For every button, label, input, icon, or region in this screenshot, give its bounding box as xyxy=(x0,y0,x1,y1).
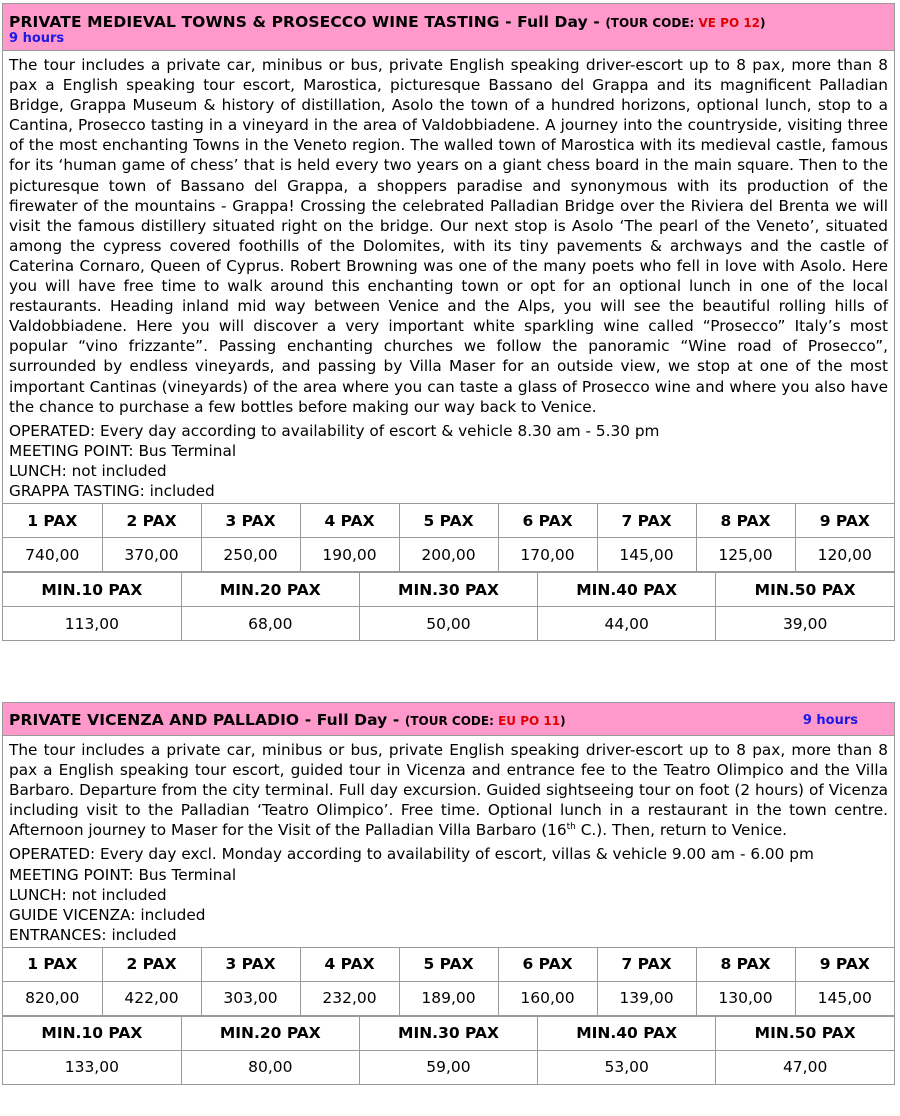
pax-header: 3 PAX xyxy=(201,947,300,981)
description-part: C.). Then, return to Venice. xyxy=(575,821,788,840)
min-pax-header: MIN.40 PAX xyxy=(538,1016,716,1050)
pax-header: 7 PAX xyxy=(597,947,696,981)
pax-price: 189,00 xyxy=(399,981,498,1015)
pax-price: 190,00 xyxy=(300,538,399,572)
tour-duration: 9 hours xyxy=(9,31,65,46)
pax-header: 1 PAX xyxy=(3,504,102,538)
min-pax-price-row xyxy=(3,607,894,641)
pax-header: 5 PAX xyxy=(399,504,498,538)
description-text: The tour includes a private car, minibus or bus, private English speaking driver-escort up to 8 pax, more than 8 pax a English speaking tour escort, Marostica, picturesque Bassano del Grappa and its magnificent Palladian Bridge, Grappa Museum & history of distillation, Asolo the town of a hundred horizons, optional lunch, stop to a Cantina, Prosecco tasting in a vineyard in the area of Valdobbiadene. A journey into the countryside, visiting three of the most enchanting Towns in the Veneto region. The walled town of Marostica with its medieval castle, famous for its ‘human game of chess’ that is held every two years on a giant chess board in the main square. Then to the picturesque town of Bassano del Grappa, a shoppers paradise and synonymous with its production of the firewater of the mountains - Grappa! Crossing the celebrated Palladian Bridge over the Riviera del Brenta we will visit the famous distillery situated right on the bridge. Our next stop is Asolo ‘The pearl of the Veneto’, situated among the cypress covered foothills of the Dolomites, with its tiny pavements & archways and the castle of Caterina Cornaro, Queen of Cyprus. Robert Browning was one of the many poets who fell in love with Asolo. Here you will have free time to walk around this enchanting town or opt for an optional lunch in one of the local restaurants. Heading inland mid way between Venice and the Alps, you will see the beautiful rolling hills of Valdobbiadene. Here you will discover a very important white sparkling wine called “Prosecco” Italy’s most popular “vino frizzante”. Passing enchanting churches we follow the panoramic “Wine road of Prosecco”, surrounded by endless vineyards, and passing by Villa Maser for an outside view, we stop at one of the most important Cantinas (vineyards) of the area where you can taste a glass of Prosecco wine and where you also have the chance to purchase a few bottles before making our way back to Venice. xyxy=(9,56,888,416)
pax-header: 6 PAX xyxy=(498,504,597,538)
tour-medieval-towns xyxy=(2,3,895,641)
min-pax-price: 50,00 xyxy=(359,607,537,641)
pax-header-row xyxy=(3,504,894,538)
min-pax-price: 39,00 xyxy=(716,607,894,641)
pax-price-row xyxy=(3,981,894,1015)
tour-description xyxy=(3,736,894,844)
min-pax-price: 44,00 xyxy=(538,607,716,641)
min-pax-header: MIN.20 PAX xyxy=(181,573,359,607)
pax-price: 120,00 xyxy=(795,538,894,572)
tour-code xyxy=(605,16,765,30)
pax-header: 4 PAX xyxy=(300,504,399,538)
tour-code-value: EU PO 11 xyxy=(498,714,561,728)
tour-header xyxy=(3,4,894,51)
pax-price: 232,00 xyxy=(300,981,399,1015)
info-entrances: ENTRANCES: included xyxy=(9,925,177,944)
pax-price: 125,00 xyxy=(696,538,795,572)
min-pax-header: MIN.10 PAX xyxy=(3,1016,181,1050)
pax-header: 2 PAX xyxy=(102,947,201,981)
min-pax-header: MIN.30 PAX xyxy=(359,1016,537,1050)
pax-header: 4 PAX xyxy=(300,947,399,981)
min-pax-header: MIN.40 PAX xyxy=(538,573,716,607)
info-lunch: LUNCH: not included xyxy=(9,461,167,480)
min-pax-header: MIN.50 PAX xyxy=(716,1016,894,1050)
min-pax-price: 47,00 xyxy=(716,1050,894,1084)
description-superscript: th xyxy=(566,822,576,833)
tour-code-suffix: ) xyxy=(760,16,766,30)
tour-header xyxy=(3,703,894,736)
pax-header: 5 PAX xyxy=(399,947,498,981)
tour-info xyxy=(3,421,894,503)
info-meeting-point: MEETING POINT: Bus Terminal xyxy=(9,865,237,884)
pax-price: 130,00 xyxy=(696,981,795,1015)
pax-price: 145,00 xyxy=(795,981,894,1015)
pax-price: 370,00 xyxy=(102,538,201,572)
min-pax-price: 80,00 xyxy=(181,1050,359,1084)
min-pax-price-table xyxy=(3,1016,894,1084)
min-pax-price: 53,00 xyxy=(538,1050,716,1084)
tour-title: PRIVATE VICENZA AND PALLADIO - Full Day - xyxy=(9,711,405,729)
tour-code-value: VE PO 12 xyxy=(698,16,761,30)
min-pax-header-row xyxy=(3,1016,894,1050)
pax-header: 8 PAX xyxy=(696,504,795,538)
info-grappa-tasting: GRAPPA TASTING: included xyxy=(9,481,215,500)
min-pax-header: MIN.10 PAX xyxy=(3,573,181,607)
info-lunch: LUNCH: not included xyxy=(9,885,167,904)
pax-price: 820,00 xyxy=(3,981,102,1015)
pax-price-table xyxy=(3,503,894,572)
pax-header: 9 PAX xyxy=(795,504,894,538)
pax-price-table xyxy=(3,947,894,1016)
min-pax-price: 59,00 xyxy=(359,1050,537,1084)
info-guide-vicenza: GUIDE VICENZA: included xyxy=(9,905,206,924)
min-pax-header: MIN.20 PAX xyxy=(181,1016,359,1050)
pax-price: 422,00 xyxy=(102,981,201,1015)
pax-header: 7 PAX xyxy=(597,504,696,538)
pax-price: 170,00 xyxy=(498,538,597,572)
min-pax-header: MIN.30 PAX xyxy=(359,573,537,607)
pax-price: 200,00 xyxy=(399,538,498,572)
pax-price-row xyxy=(3,538,894,572)
pax-price: 160,00 xyxy=(498,981,597,1015)
min-pax-header-row xyxy=(3,573,894,607)
description-text xyxy=(9,740,888,840)
min-pax-price-row xyxy=(3,1050,894,1084)
pax-header: 1 PAX xyxy=(3,947,102,981)
tour-code-suffix: ) xyxy=(560,714,566,728)
tour-vicenza-palladio xyxy=(2,702,895,1085)
pax-header: 3 PAX xyxy=(201,504,300,538)
info-operated: OPERATED: Every day according to availability of escort & vehicle 8.30 am - 5.30 pm xyxy=(9,421,660,440)
min-pax-price: 113,00 xyxy=(3,607,181,641)
tour-code-prefix: (TOUR CODE: xyxy=(605,16,699,30)
min-pax-price: 133,00 xyxy=(3,1050,181,1084)
pax-price: 250,00 xyxy=(201,538,300,572)
tour-description xyxy=(3,51,894,421)
tour-info xyxy=(3,844,894,946)
tour-code-prefix: (TOUR CODE: xyxy=(404,714,499,728)
pax-price: 303,00 xyxy=(201,981,300,1015)
info-operated: OPERATED: Every day excl. Monday according to availability of escort, villas & vehicle 9.00 am - 6.00 pm xyxy=(9,845,814,864)
pax-header-row xyxy=(3,947,894,981)
pax-header: 8 PAX xyxy=(696,947,795,981)
tour-code xyxy=(405,714,566,728)
pax-price: 139,00 xyxy=(597,981,696,1015)
pax-header: 6 PAX xyxy=(498,947,597,981)
pax-price: 740,00 xyxy=(3,538,102,572)
min-pax-price: 68,00 xyxy=(181,607,359,641)
tour-duration: 9 hours xyxy=(802,713,858,728)
description-part: The tour includes a private car, minibus or bus, private English speaking driver-escort up to 8 pax, more than 8 pax a English speaking tour escort, guided tour in Vicenza and entrance fee to the Teatro Olimpico and the Villa Barbaro. Departure from the city terminal. Full day excursion. Guided sightseeing tour on foot (2 hours) of Vicenza including visit to the Palladian ‘Teatro Olimpico’. Free time. Optional lunch in a restaurant in the town centre. Afternoon journey to Maser for the Visit of the Palladian Villa Barbaro (16 xyxy=(9,741,888,840)
pax-price: 145,00 xyxy=(597,538,696,572)
pax-header: 2 PAX xyxy=(102,504,201,538)
info-meeting-point: MEETING POINT: Bus Terminal xyxy=(9,441,237,460)
tour-title: PRIVATE MEDIEVAL TOWNS & PROSECCO WINE TASTING - Full Day - xyxy=(9,13,606,31)
pax-header: 9 PAX xyxy=(795,947,894,981)
min-pax-price-table xyxy=(3,572,894,640)
min-pax-header: MIN.50 PAX xyxy=(716,573,894,607)
